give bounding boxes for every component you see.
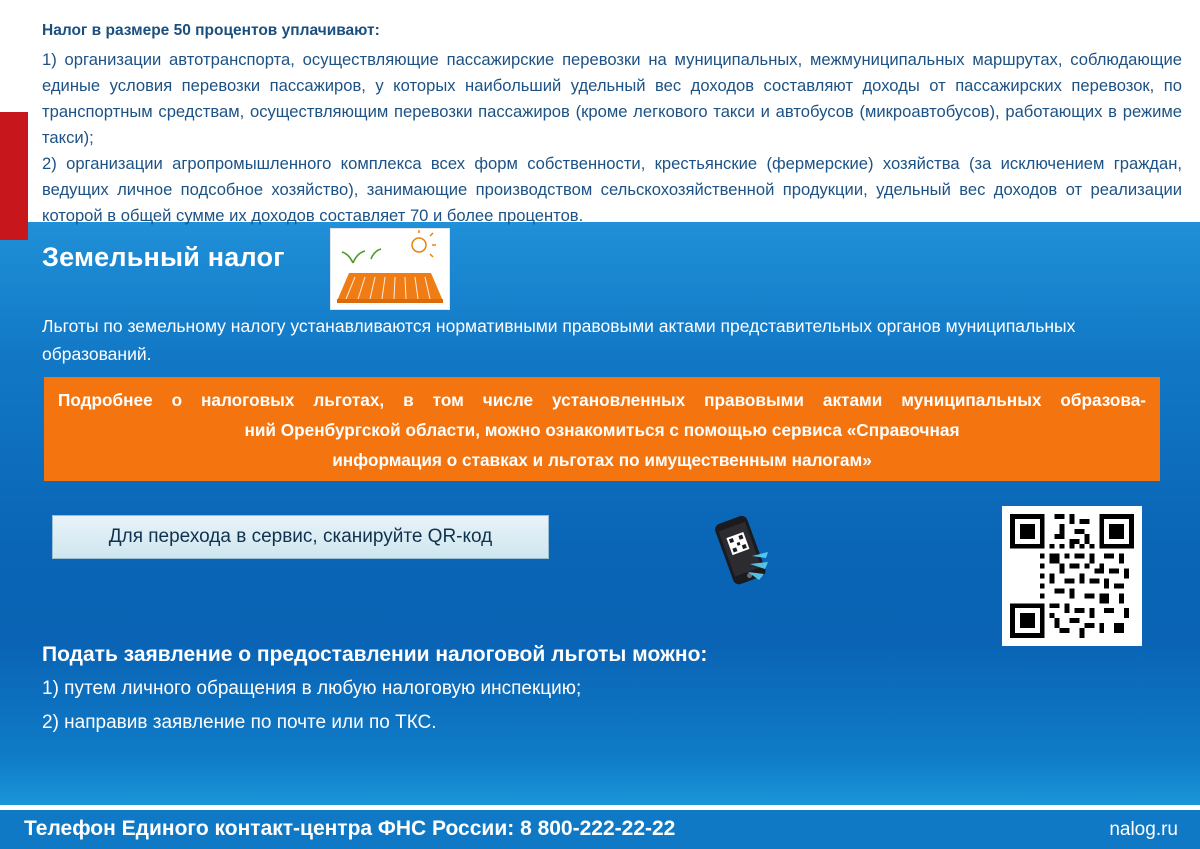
footer-bar xyxy=(0,805,1200,849)
apply-item-2: 2) направив заявление по почте или по ТКС. xyxy=(42,712,437,733)
top-heading: Налог в размере 50 процентов уплачивают: xyxy=(42,22,380,39)
top-item-1: 1) организации автотранспорта, осуществляющие пассажирские перевозки на муниципальных, межмуниципальных маршрутах, соблюдающие единые условия перевозки пассажиров, у которых наибольший удельный вес доходов составляют доходы от пассажирских перевозок, по транспортным средствам, осуществляющим перевозки пассажиров (кроме легкового такси и автобусов (микроавтобусов), работающих в режиме такси); xyxy=(42,50,1182,147)
footer-phone: Телефон Единого контакт-центра ФНС России: 8 800-222-22-22 xyxy=(24,817,676,840)
land-plot-icon xyxy=(330,228,450,310)
apply-item-1: 1) путем личного обращения в любую налоговую инспекцию; xyxy=(42,678,582,699)
qr-caption-box: Для перехода в сервис, сканируйте QR-код xyxy=(52,515,549,559)
qr-code-image xyxy=(1002,506,1142,646)
top-item-2: 2) организации агропромышленного комплекса всех форм собственности, крестьянские (фермерские) хозяйства (за исключением граждан, ведущих личное подсобное хозяйство), занимающие производством сельскохозяйственной продукции, удельный вес доходов от реализации которой в общей сумме их доходов составляет 70 и более процентов. xyxy=(42,154,1182,225)
red-accent-tab xyxy=(0,112,28,240)
footer-divider xyxy=(0,807,1200,810)
section-paragraph: Льготы по земельному налогу устанавливаются нормативными правовыми актами представительных органов муниципальных образований. xyxy=(42,316,1076,364)
footer-website[interactable]: nalog.ru xyxy=(1109,819,1178,840)
info-banner-line-3: информация о ставках и льготах по имущественным налогам» xyxy=(332,450,872,470)
apply-heading: Подать заявление о предоставлении налоговой льготы можно: xyxy=(42,643,708,666)
info-banner xyxy=(44,377,1160,481)
info-banner-line-2: ний Оренбургской области, можно ознакомиться с помощью сервиса «Справочная xyxy=(244,420,960,440)
top-text-block xyxy=(42,18,1182,229)
page-title: Земельный налог xyxy=(42,242,285,272)
info-banner-line-1: Подробнее о налоговых льготах, в том числе установленных правовыми актами муниципальных образова- xyxy=(58,390,1146,410)
smartphone-scanning-icon xyxy=(706,512,776,592)
